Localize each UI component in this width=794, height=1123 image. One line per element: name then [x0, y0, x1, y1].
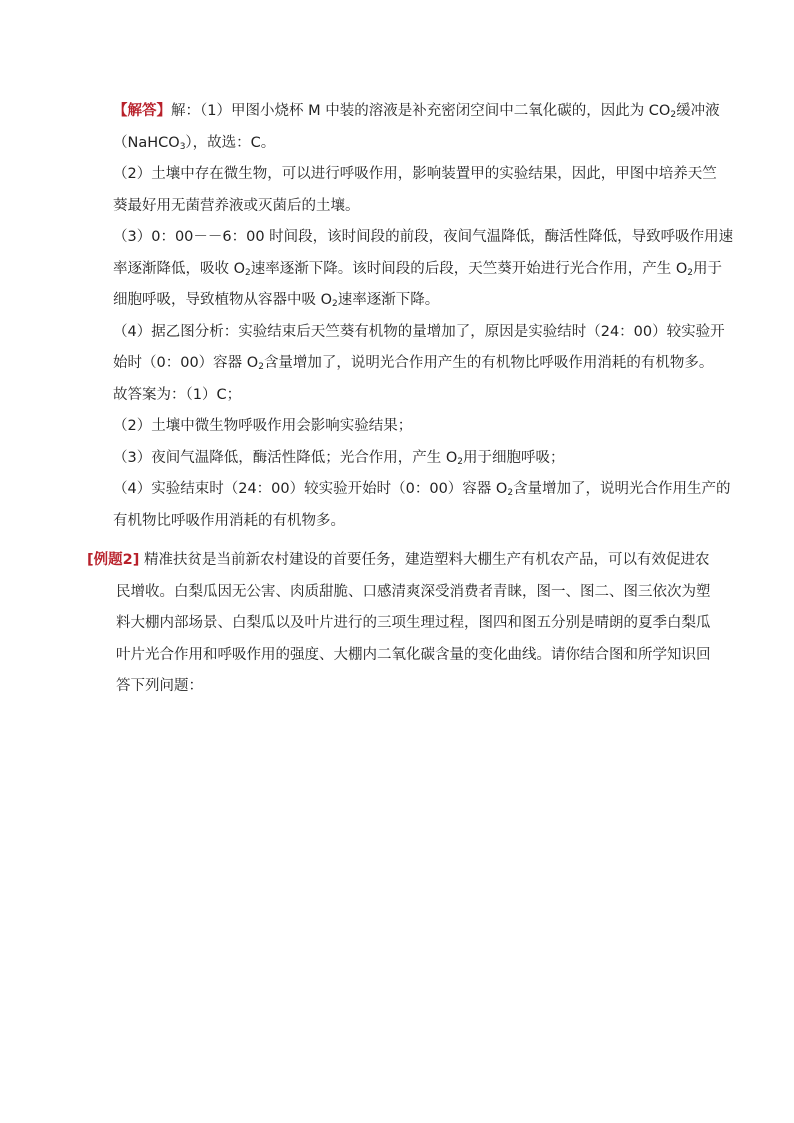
text: （3）夜间气温降低，酶活性降低；光合作用，产生 O [113, 449, 458, 466]
text: 速率逐渐下降。 [337, 292, 440, 308]
answer-line-5: （3）0：00－－6：00 时间段，该时间段的前段，夜间气温降低，酶活性降低，导致呼吸作用速 [113, 229, 734, 245]
subscript: 2 [258, 362, 264, 372]
example-line-1 [87, 545, 710, 577]
example-line-5: 答下列问题： [116, 678, 203, 694]
answer-line-2 [113, 128, 703, 160]
subscript: 2 [507, 488, 514, 498]
answer-line-7 [113, 285, 703, 317]
subscript: 2 [245, 267, 251, 278]
text: 细胞呼吸，导致植物从容器中吸 O [113, 292, 333, 308]
example-tag: [例题2] [87, 552, 140, 568]
answer-line-11: （2）土壤中微生物呼吸作用会影响实验结果； [113, 418, 413, 434]
answer-line-12 [113, 443, 703, 475]
answer-line-4: 葵最好用无菌营养液或灭菌后的土壤。 [113, 197, 360, 214]
answer-line-8: （4）据乙图分析：实验结束后天竺葵有机物的量增加了，原因是实验结时（24：00）较实验开 [113, 323, 725, 340]
text: 精准扶贫是当前新农村建设的首要任务，建造塑料大棚生产有机农产品，可以有效促进农 [143, 552, 710, 568]
answer-line-14: 有机物比呼吸作用消耗的有机物多。 [113, 512, 345, 529]
text: （4）实验结束时（24：00）较实验开始时（0：00）容器 O [113, 481, 508, 497]
text: 含量增加了，说明光合作用产生的有机物比呼吸作用消耗的有机物多。 [263, 355, 714, 371]
example-section [87, 545, 711, 703]
text: ），故选：C。 [185, 134, 276, 151]
answer-line-1 [113, 96, 720, 128]
text: 速率逐渐下降。该时间段的后段，天竺葵开始进行光合作用，产生 O [250, 260, 688, 277]
example-line-3: 料大棚内部场景、白梨瓜以及叶片进行的三项生理过程，图四和图五分别是晴朗的夏季白梨瓜 [116, 615, 711, 631]
example-line-4: 叶片光合作用和呼吸作用的强度、大棚内二氧化碳含量的变化曲线。请你结合图和所学知识回 [116, 646, 711, 663]
answer-tag: 【解答】 [113, 103, 171, 119]
text: 用于细胞呼吸； [462, 449, 565, 466]
text: （NaHCO [113, 134, 180, 151]
answer-line-6 [113, 254, 723, 286]
subscript: 2 [687, 267, 694, 278]
text: 用于 [693, 260, 723, 277]
text: 解：（1）甲图小烧杯 M 中装的溶液是补充密闭空间中二氧化碳的，因此为 CO [171, 103, 671, 119]
answer-line-13 [113, 474, 731, 506]
answer-line-3: （2）土壤中存在微生物，可以进行呼吸作用，影响装置甲的实验结果，因此，甲图中培养天竺 [113, 166, 717, 182]
text: 缓冲液 [676, 103, 720, 119]
text: 率逐渐降低，吸收 O [113, 260, 246, 277]
example-line-2: 民增收。白梨瓜因无公害、肉质甜脆、口感清爽深受消费者青睐，图一、图二、图三依次为塑 [116, 583, 711, 600]
subscript: 3 [179, 141, 186, 152]
subscript: 2 [670, 110, 677, 120]
text: 含量增加了，说明光合作用生产的 [513, 481, 731, 497]
subscript: 2 [332, 299, 338, 309]
subscript: 2 [457, 456, 463, 467]
answer-line-9 [113, 348, 714, 380]
answer-section [113, 96, 734, 537]
answer-line-10: 故答案为：（1）C； [113, 386, 242, 403]
text: 始时（0：00）容器 O [113, 355, 259, 371]
